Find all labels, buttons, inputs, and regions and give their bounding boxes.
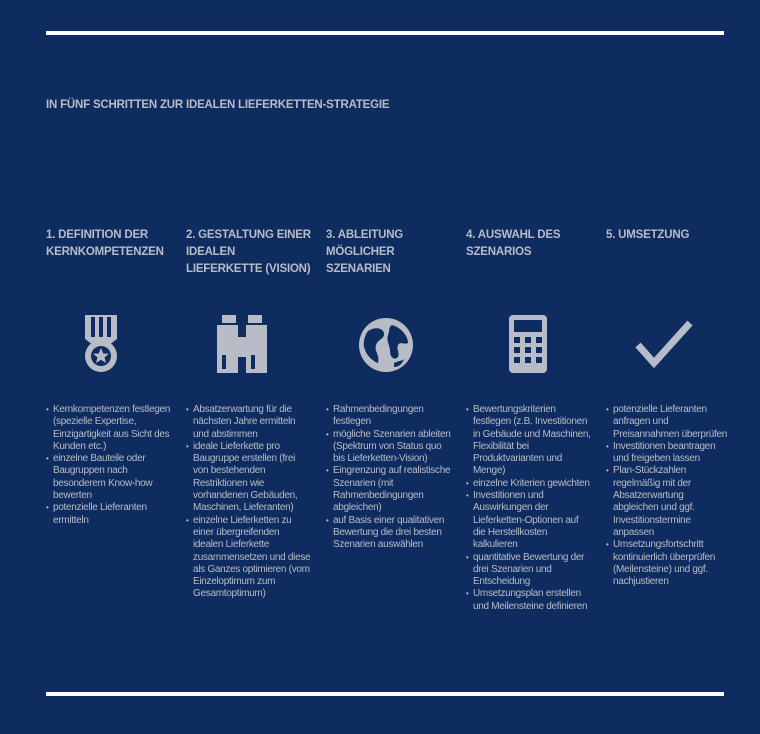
list-item: • Bewertungskriterien festlegen (z.B. Investitionen in Gebäude und Maschinen, Flexibilität bei Produktvarianten und Menge) [466,404,591,478]
step-heading: 1. DEFINITION DER KERNKOMPETENZEN [46,229,164,258]
bottom-divider [46,692,724,696]
checkmark-icon [606,315,734,377]
step-heading: 4. AUSWAHL DES SZENARIOS [466,229,561,258]
list-item: • auf Basis einer qualitativen Bewertung die drei besten Szenarien auswählen [326,515,451,552]
page-title: IN FÜNF SCHRITTEN ZUR IDEALEN LIEFERKETTEN-STRATEGIE [46,99,390,111]
list-item: • einzelne Lieferketten zu einer übergreifenden idealen Lieferkette zusammensetzen und diese als Ganzes optimieren (vom Einzeloptimum zum Gesamtoptimum) [186,515,311,601]
binoculars-icon [186,315,314,377]
list-item: • Investitionen beantragen und freigeben lassen [606,441,731,466]
step-3-list [326,404,451,552]
calculator-icon [466,315,594,377]
step-1 [46,227,174,526]
list-item: • ideale Lieferkette pro Baugruppe erstellen (frei von bestehenden Restriktionen wie vorhandenen Gebäuden, Maschinen, Lieferanten) [186,441,311,515]
step-5-list [606,404,731,588]
list-item: • Umsetzungsplan erstellen und Meilensteine definieren [466,588,591,613]
list-item: • Investitionen und Auswirkungen der Lieferketten-Optionen auf die Herstellkosten kalkulieren [466,490,591,551]
step-2 [186,227,314,600]
step-heading: 5. UMSETZUNG [606,229,690,241]
list-item: • potenzielle Lieferanten anfragen und Preisannahmen überprüfen [606,404,731,441]
step-heading: 3. ABLEITUNG MÖGLICHER SZENARIEN [326,229,404,275]
list-item: • einzelne Kriterien gewichten [466,478,591,490]
step-1-list [46,404,171,527]
list-item: • Rahmenbedingungen festlegen [326,404,451,429]
list-item: • Plan-Stückzahlen regelmäßig mit der Absatzerwartung abgleichen und ggf. Investitionstermine anpassen [606,465,731,539]
list-item: • quantitative Bewertung der drei Szenarien und Entscheidung [466,552,591,589]
step-4 [466,227,594,612]
step-4-list [466,404,591,613]
list-item: • potenzielle Lieferanten ermitteln [46,502,171,527]
list-item: • Absatzerwartung für die nächsten Jahre ermitteln und abstimmen [186,404,311,441]
step-3 [326,227,454,551]
list-item: • Eingrenzung auf realistische Szenarien (mit Rahmenbedingungen abgleichen) [326,465,451,514]
list-item: • Umsetzungsfortschritt kontinuierlich überprüfen (Meilensteine) und ggf. nachjustieren [606,539,731,588]
step-heading: 2. GESTALTUNG EINER IDEALEN LIEFERKETTE (VISION) [186,229,311,275]
list-item: • Kernkompetenzen festlegen (spezielle Expertise, Einzigartigkeit aus Sicht des Kunden etc.) [46,404,171,453]
list-item: • einzelne Bauteile oder Baugruppen nach besonderem Know-how bewerten [46,453,171,502]
step-2-list [186,404,311,601]
list-item: • mögliche Szenarien ableiten (Spektrum von Status quo bis Lieferketten-Vision) [326,429,451,466]
globe-icon [326,315,454,377]
medal-icon [46,315,174,377]
step-5 [606,227,734,588]
top-divider [46,31,724,35]
